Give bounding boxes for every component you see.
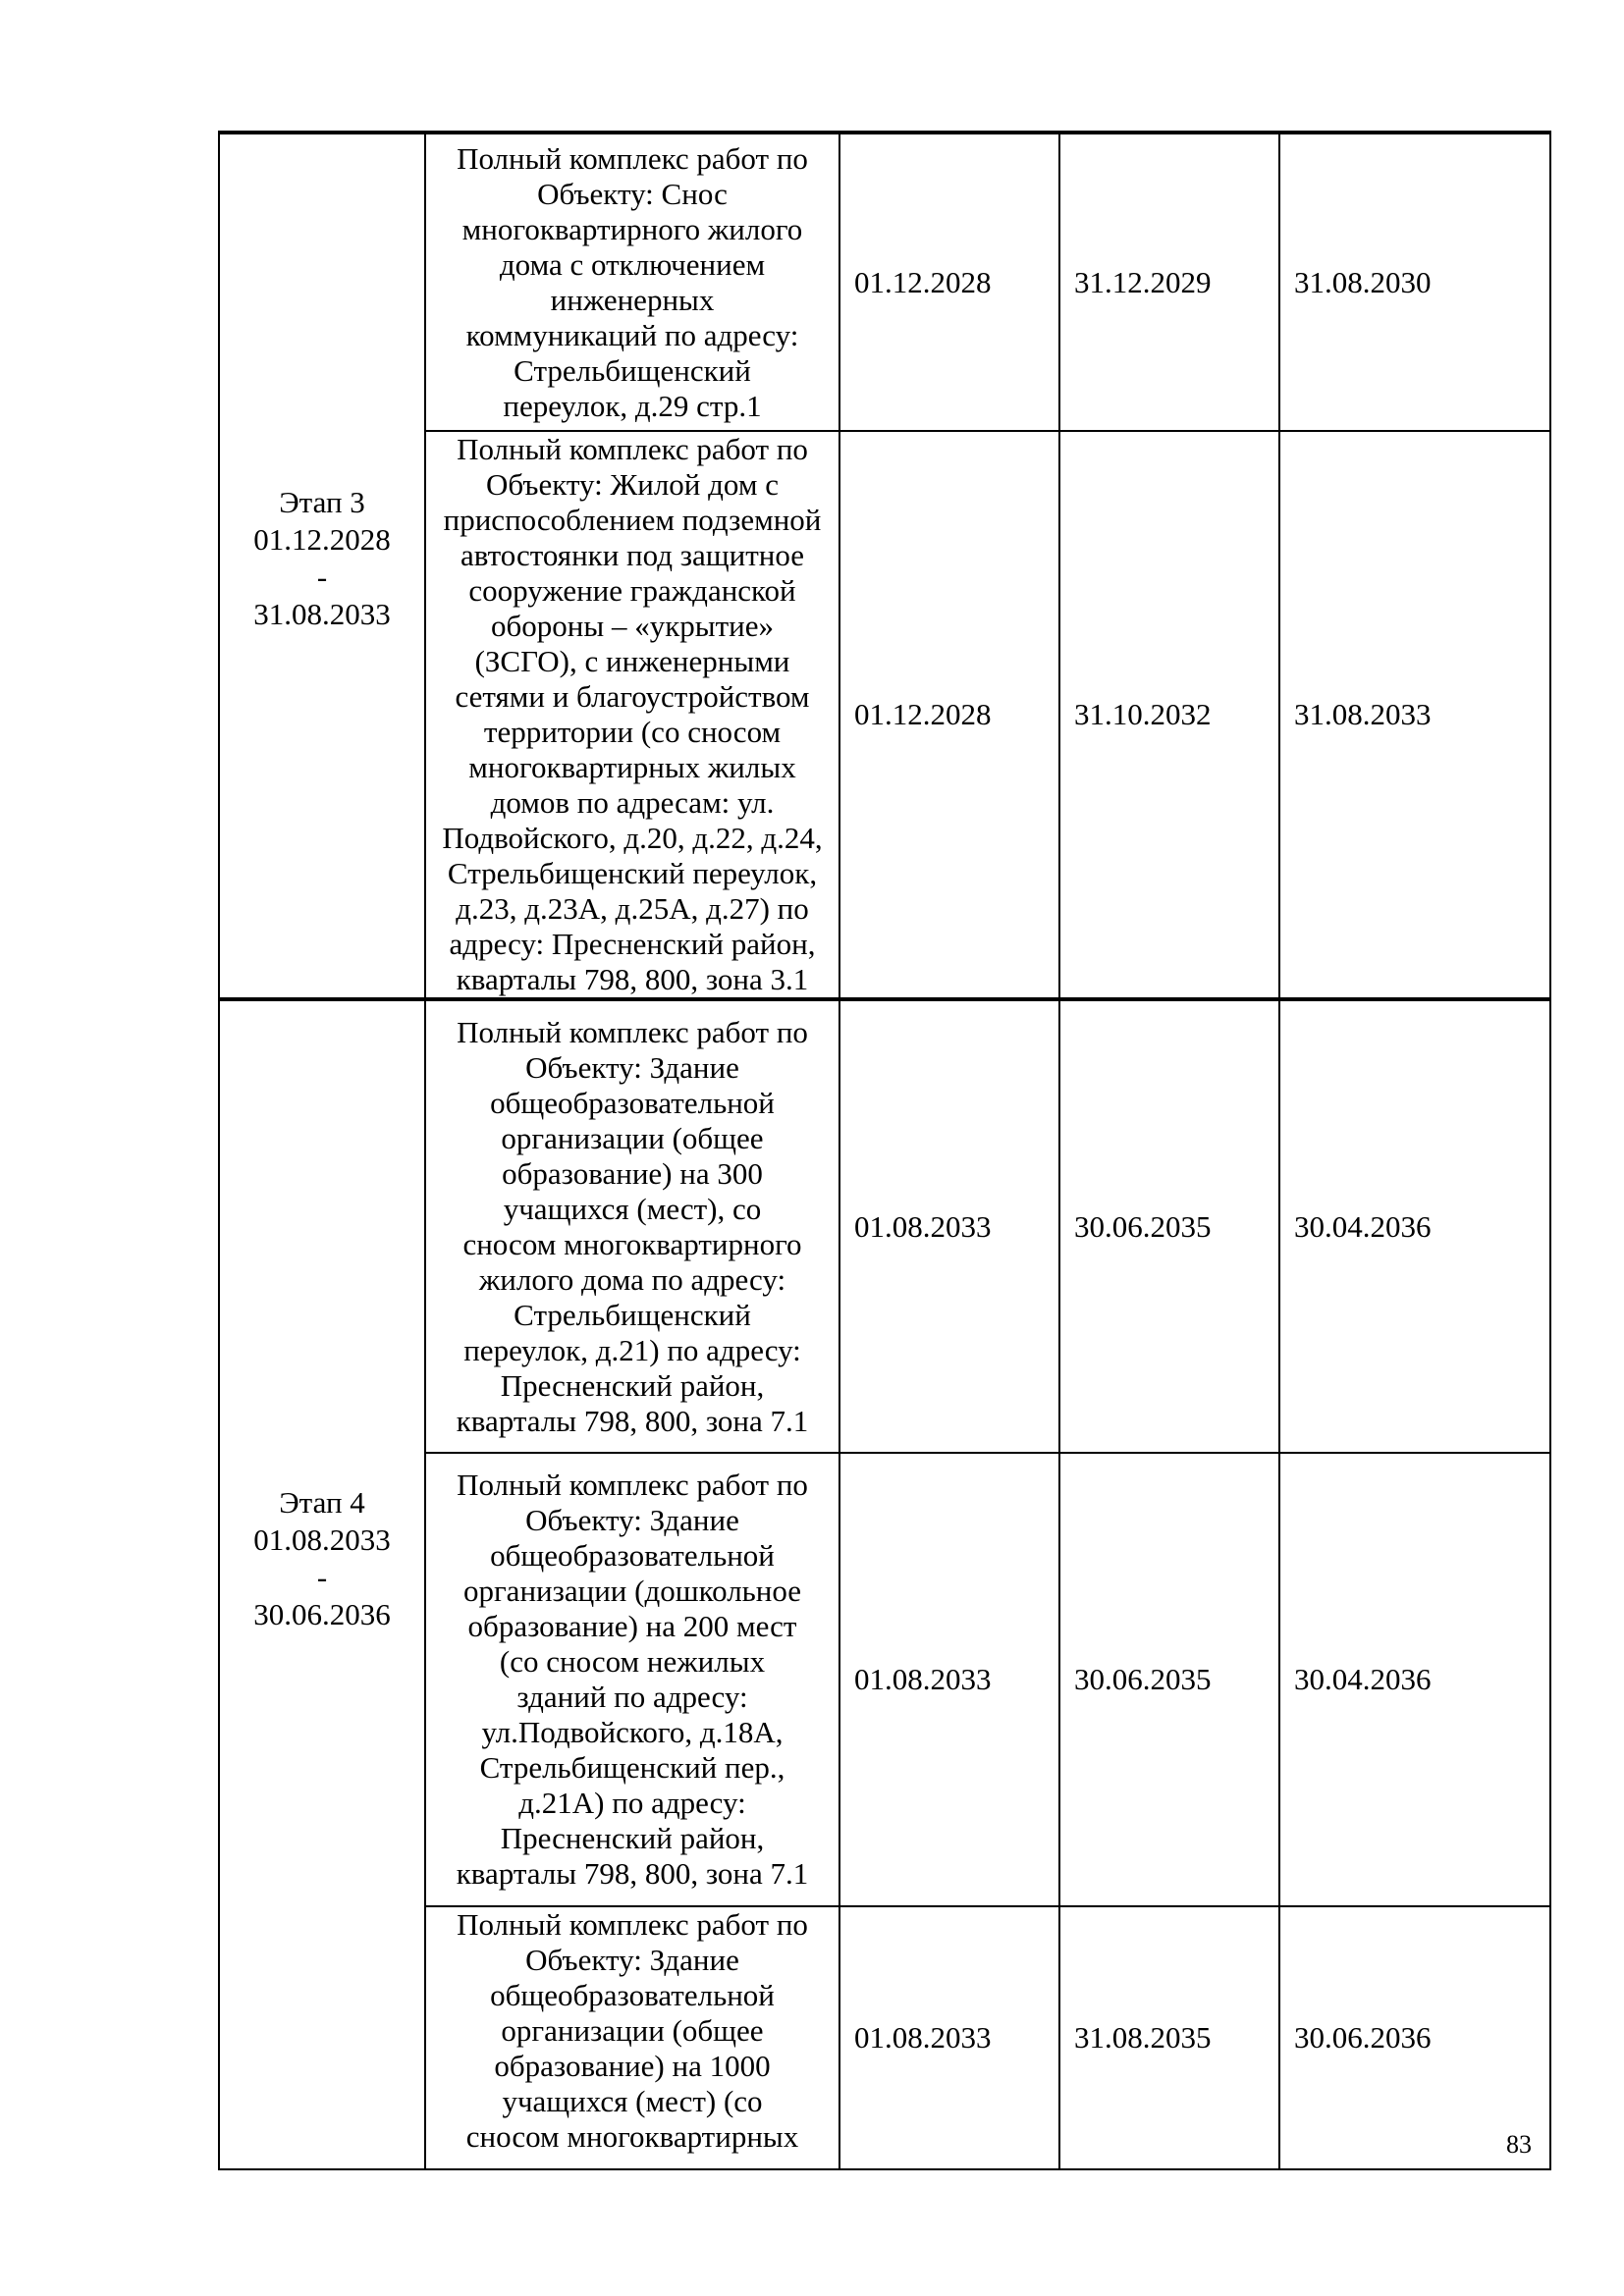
commissioning-date-cell: 30.04.2036	[1279, 1453, 1550, 1906]
stage-label: Этап 4 01.08.2033 - 30.06.2036	[253, 1485, 391, 1631]
work-description-cell	[425, 1906, 839, 2169]
completion-date-cell: 30.06.2035	[1059, 999, 1279, 1453]
start-date-cell: 01.12.2028	[839, 133, 1059, 431]
completion-date-cell: 31.12.2029	[1059, 133, 1279, 431]
stage-cell	[219, 133, 425, 999]
work-description-cell	[425, 431, 839, 999]
completion-date-cell: 31.08.2035	[1059, 1906, 1279, 2169]
start-date-cell: 01.08.2033	[839, 1453, 1059, 1906]
completion-date-cell: 31.10.2032	[1059, 431, 1279, 999]
work-description: Полный комплекс работ по Объекту: Здание общеобразовательной организации (дошкольное образование) на 200 мест (со сносом нежилых зданий по адресу: ул.Подвойского, д.18А, Стрельбищенский пер., д.21А) по адресу: Пресненский район, кварталы 798, 800, зона 7.1	[456, 1468, 809, 1891]
page-number: 83	[1506, 2130, 1532, 2159]
start-date-cell: 01.12.2028	[839, 431, 1059, 999]
completion-date-cell: 30.06.2035	[1059, 1453, 1279, 1906]
start-date-cell: 01.08.2033	[839, 1906, 1059, 2169]
work-description-cell	[425, 133, 839, 431]
stage-label: Этап 3 01.12.2028 - 31.08.2033	[253, 484, 391, 631]
work-description: Полный комплекс работ по Объекту: Здание общеобразовательной организации (общее образование) на 300 учащихся (мест), со сносом многоквартирного жилого дома по адресу: Стрельбищенский переулок, д.21) по адресу: Пресненский район, кварталы 798, 800, зона 7.1	[456, 1014, 809, 1438]
table-row	[219, 999, 1550, 1453]
stage-cell	[219, 999, 425, 2169]
work-description-cell	[425, 999, 839, 1453]
schedule-table	[218, 131, 1551, 2170]
work-description: Полный комплекс работ по Объекту: Снос многоквартирного жилого дома с отключением инженерных коммуникаций по адресу: Стрельбищенский переулок, д.29 стр.1	[457, 140, 808, 423]
commissioning-date-cell: 30.06.2036	[1279, 1906, 1550, 2169]
work-description-cell	[425, 1453, 839, 1906]
work-description: Полный комплекс работ по Объекту: Здание общеобразовательной организации (общее образование) на 1000 учащихся (мест) (со сносом многоквартирных	[457, 1907, 808, 2154]
commissioning-date-cell: 31.08.2033	[1279, 431, 1550, 999]
commissioning-date-cell: 31.08.2030	[1279, 133, 1550, 431]
work-description: Полный комплекс работ по Объекту: Жилой дом с приспособлением подземной автостоянки под защитное сооружение гражданской обороны – «укрытие» (ЗСГО), с инженерными сетями и благоустройством территории (со сносом многоквартирных жилых домов по адресам: ул. Подвойского, д.20, д.22, д.24, Стрельбищенский переулок, д.23, д.23А, д.25А, д.27) по адресу: Пресненский район, кварталы 798, 800, зона 3.1	[442, 432, 823, 996]
commissioning-date-cell: 30.04.2036	[1279, 999, 1550, 1453]
table-row	[219, 133, 1550, 431]
start-date-cell: 01.08.2033	[839, 999, 1059, 1453]
